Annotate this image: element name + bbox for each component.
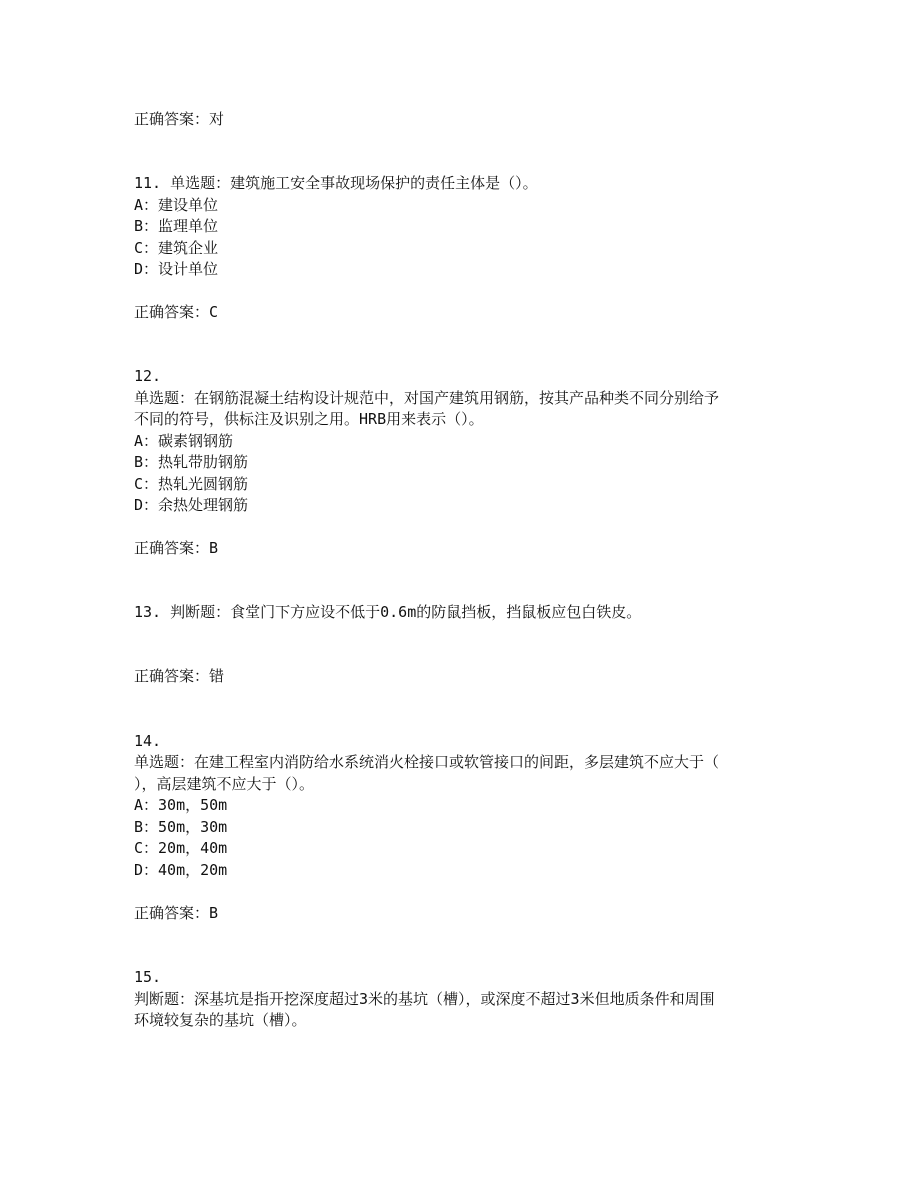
answer-label: 正确答案： xyxy=(134,667,210,685)
answer-label: 正确答案： xyxy=(134,904,210,922)
q14-option-a: A：30m，50m xyxy=(134,796,228,814)
q12-answer-line xyxy=(134,538,218,560)
q12-option-b: B：热轧带肋钢筋 xyxy=(134,453,249,471)
q11-option-a: A：建设单位 xyxy=(134,196,219,214)
q11-answer-line xyxy=(134,302,218,324)
q10-answer-line xyxy=(134,109,224,131)
q14-question-line-2: ），高层建筑不应大于（）。 xyxy=(134,775,315,793)
q12-answer: B xyxy=(209,539,219,557)
q15-question-line-2: 环境较复杂的基坑（槽）。 xyxy=(134,1011,307,1029)
q14-answer-line xyxy=(134,903,218,925)
q10-answer: 对 xyxy=(209,110,225,128)
q13-answer-line xyxy=(134,666,224,688)
q12-option-c: C：热轧光圆钢筋 xyxy=(134,475,249,493)
answer-label: 正确答案： xyxy=(134,539,210,557)
q14-number: 14. xyxy=(134,732,162,750)
q12-option-d: D：余热处理钢筋 xyxy=(134,496,249,514)
q14-option-b: B：50m，30m xyxy=(134,818,228,836)
q14-option-d: D：40m，20m xyxy=(134,861,228,879)
answer-label: 正确答案： xyxy=(134,303,210,321)
q11-question: 11. 单选题：建筑施工安全事故现场保护的责任主体是（）。 xyxy=(134,174,538,192)
q12-number: 12. xyxy=(134,367,162,385)
q15-number: 15. xyxy=(134,968,162,986)
q11-answer: C xyxy=(209,303,219,321)
q12-question-line-2: 不同的符号，供标注及识别之用。HRB用来表示（）。 xyxy=(134,410,484,428)
q13-question: 13. 判断题：食堂门下方应设不低于0.6m的防鼠挡板，挡鼠板应包白铁皮。 xyxy=(134,603,642,621)
q13-answer: 错 xyxy=(209,667,225,685)
q15-question-line-1: 判断题：深基坑是指开挖深度超过3米的基坑（槽），或深度不超过3米但地质条件和周围 xyxy=(134,990,715,1008)
q12-option-a: A：碳素钢钢筋 xyxy=(134,432,234,450)
q11-option-d: D：设计单位 xyxy=(134,260,219,278)
q14-answer: B xyxy=(209,904,219,922)
answer-label: 正确答案： xyxy=(134,110,210,128)
q12-question-line-1: 单选题：在钢筋混凝土结构设计规范中，对国产建筑用钢筋，按其产品种类不同分别给予 xyxy=(134,389,720,407)
q11-option-c: C：建筑企业 xyxy=(134,239,219,257)
q11-option-b: B：监理单位 xyxy=(134,217,219,235)
q14-option-c: C：20m，40m xyxy=(134,839,228,857)
q14-question-line-1: 单选题：在建工程室内消防给水系统消火栓接口或软管接口的间距，多层建筑不应大于（ xyxy=(134,753,720,771)
